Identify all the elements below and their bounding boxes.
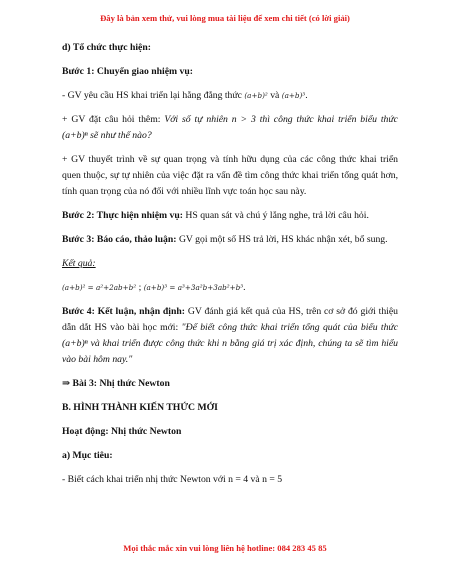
hotline-banner: Mọi thắc mắc xin vui lòng liên hệ hotline: 084 283 45 85 [123, 543, 327, 553]
activity-heading: Hoạt động: Nhị thức Newton [62, 426, 182, 437]
objective-heading: a) Mục tiêu: [62, 450, 113, 461]
step1-p1-and: và [270, 90, 280, 101]
step2-text: HS quan sát và chú ý lắng nghe, trả lời câu hỏi. [185, 210, 369, 221]
formula-cube: (a+b)³ [281, 91, 306, 100]
result-formulas [62, 280, 398, 296]
result-formula-cube: (a+b)³ = a³+3a²b+3ab²+b³ [143, 283, 244, 292]
step3-heading: Bước 3: Báo cáo, thảo luận: [62, 234, 177, 245]
result-label: Kết quả: [62, 258, 96, 269]
step1-paragraph-1 [62, 88, 398, 104]
step4-quote: "Để biết công thức khai triển tổng quát của biểu thức (a+b)ⁿ và khai triển được công thức khi n bằng giá trị xác định, chúng ta sẽ tìm hiểu vào bài hôm nay." [62, 322, 399, 365]
section-d-heading: d) Tổ chức thực hiện: [62, 42, 151, 53]
step4-heading: Bước 4: Kết luận, nhận định: [62, 306, 185, 317]
step1-p2-question: Với số tự nhiên n > 3 thì công thức khai triển biểu thức (a+b)ⁿ sẽ như thế nào? [62, 114, 398, 141]
document-body [62, 40, 398, 496]
result-end: . [243, 282, 246, 293]
step1-p2-prefix: + GV đặt câu hỏi thêm: [62, 114, 161, 125]
step4-paragraph [62, 304, 398, 368]
objective-item: - Biết cách khai triển nhị thức Newton với n = 4 và n = 5 [62, 474, 283, 485]
lesson-title: ⇒ Bài 3: Nhị thức Newton [62, 378, 170, 389]
step2-paragraph [62, 208, 398, 224]
section-b-heading: B. HÌNH THÀNH KIẾN THỨC MỚI [62, 402, 218, 413]
step2-heading: Bước 2: Thực hiện nhiệm vụ: [62, 210, 183, 221]
result-separator: ; [138, 282, 142, 293]
step1-p1-end: . [305, 90, 308, 101]
step1-heading: Bước 1: Chuyển giao nhiệm vụ: [62, 66, 193, 77]
result-formula-square: (a+b)² = a²+2ab+b² [62, 283, 137, 292]
step1-paragraph-3: + GV thuyết trình về sự quan trọng và tính hữu dụng của các công thức khai triển quen thuộc, sự tự nhiên của việc đặt ra vấn đề tìm công thức khai triển tổng quát hơn, tính quan trọng của nó đối với nhiều lĩnh vực toán học sau này. [62, 154, 398, 197]
step4-text: GV đánh giá kết quả của HS, trên cơ sở đó giới thiệu dẫn dắt HS vào bài học mới: [62, 306, 399, 333]
formula-square: (a+b)² [244, 91, 268, 100]
step3-paragraph [62, 232, 398, 248]
preview-notice-banner: Đây là bản xem thử, vui lòng mua tài liệu để xem chi tiết (có lời giải) [100, 13, 350, 23]
step1-p1-text: - GV yêu cầu HS khai triển lại hằng đẳng thức [62, 90, 242, 101]
step3-text: GV gọi một số HS trả lời, HS khác nhận xét, bổ sung. [178, 234, 388, 245]
step1-paragraph-2 [62, 112, 398, 144]
